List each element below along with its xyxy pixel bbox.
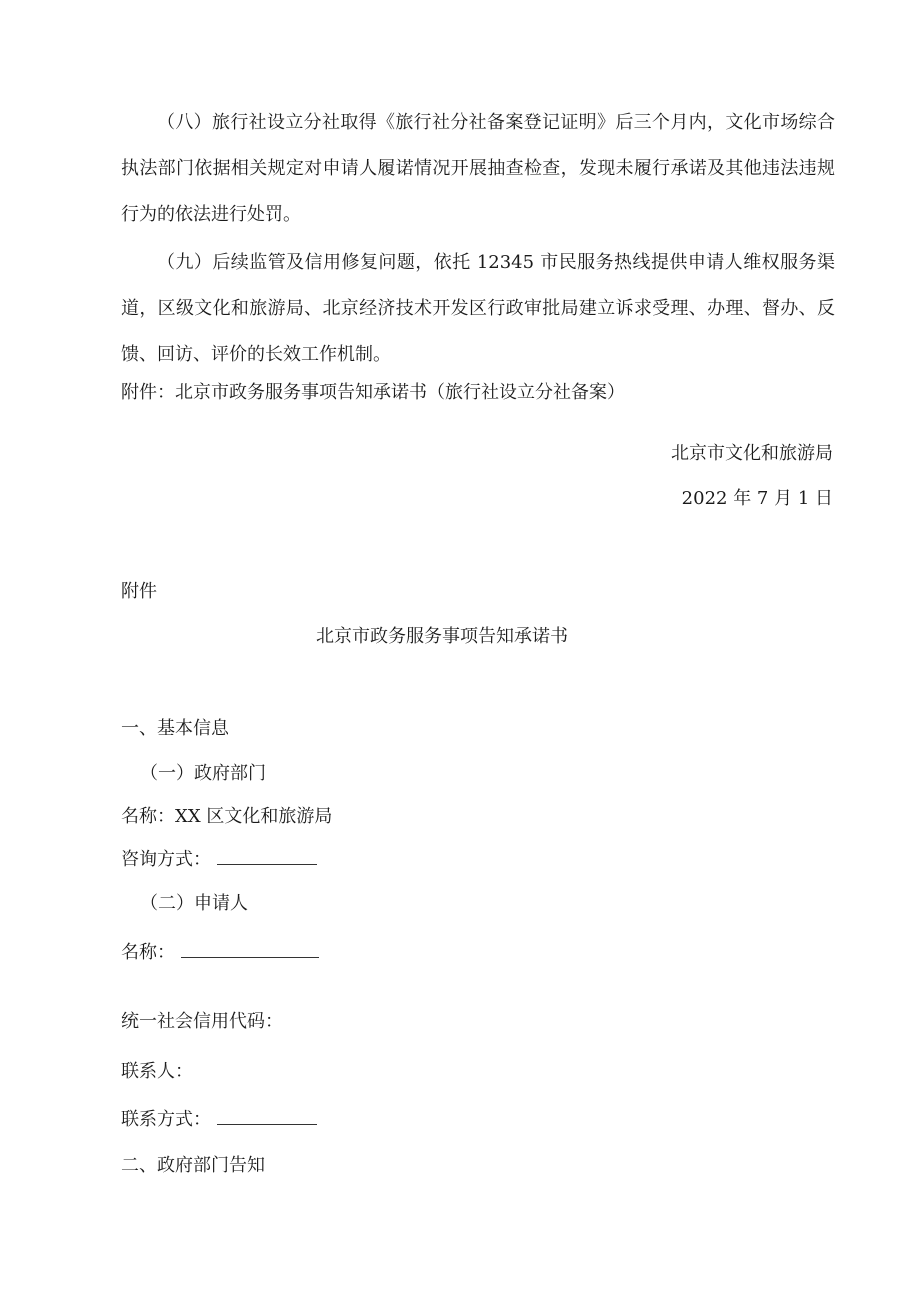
gov-contact-label: 咨询方式： <box>121 849 211 870</box>
attachment-title: 北京市政务服务事项告知承诺书 <box>316 626 568 647</box>
section-gov-notice: 二、政府部门告知 <box>121 1155 265 1176</box>
applicant-name-label: 名称： <box>121 942 175 963</box>
paragraph-8: （八）旅行社设立分社取得《旅行社分社备案登记证明》后三个月内，文化市场综合执法部门依据相关规定对申请人履诺情况开展抽查检查，发现未履行承诺及其他违法违规行为的依法进行处罚。 <box>121 112 835 225</box>
contact-method-label: 联系方式： <box>121 1109 211 1130</box>
gov-contact-blank <box>217 850 317 865</box>
section-basic-info: 一、基本信息 <box>121 718 229 739</box>
contact-method-row <box>121 1108 317 1132</box>
credit-code-label: 统一社会信用代码： <box>121 1011 283 1032</box>
subsection-gov-dept: （一）政府部门 <box>140 763 266 784</box>
gov-dept-name: 名称：XX 区文化和旅游局 <box>121 806 333 827</box>
issue-date: 2022 年 7 月 1 日 <box>681 488 833 509</box>
contact-method-blank <box>217 1110 317 1125</box>
paragraph-9: （九）后续监管及信用修复问题，依托 12345 市民服务热线提供申请人维权服务渠道，区级文化和旅游局、北京经济技术开发区行政审批局建立诉求受理、办理、督办、反馈、回访、评价的长效工作机制。 <box>121 252 835 365</box>
contact-person-label: 联系人： <box>121 1061 193 1082</box>
applicant-name-blank <box>181 943 319 958</box>
attachment-label: 附件 <box>121 581 157 602</box>
subsection-applicant: （二）申请人 <box>140 893 248 914</box>
gov-contact-row <box>121 848 317 872</box>
applicant-name-row <box>121 941 319 965</box>
issuer-signature: 北京市文化和旅游局 <box>671 443 833 464</box>
attachment-note: 附件：北京市政务服务事项告知承诺书（旅行社设立分社备案） <box>121 382 625 403</box>
